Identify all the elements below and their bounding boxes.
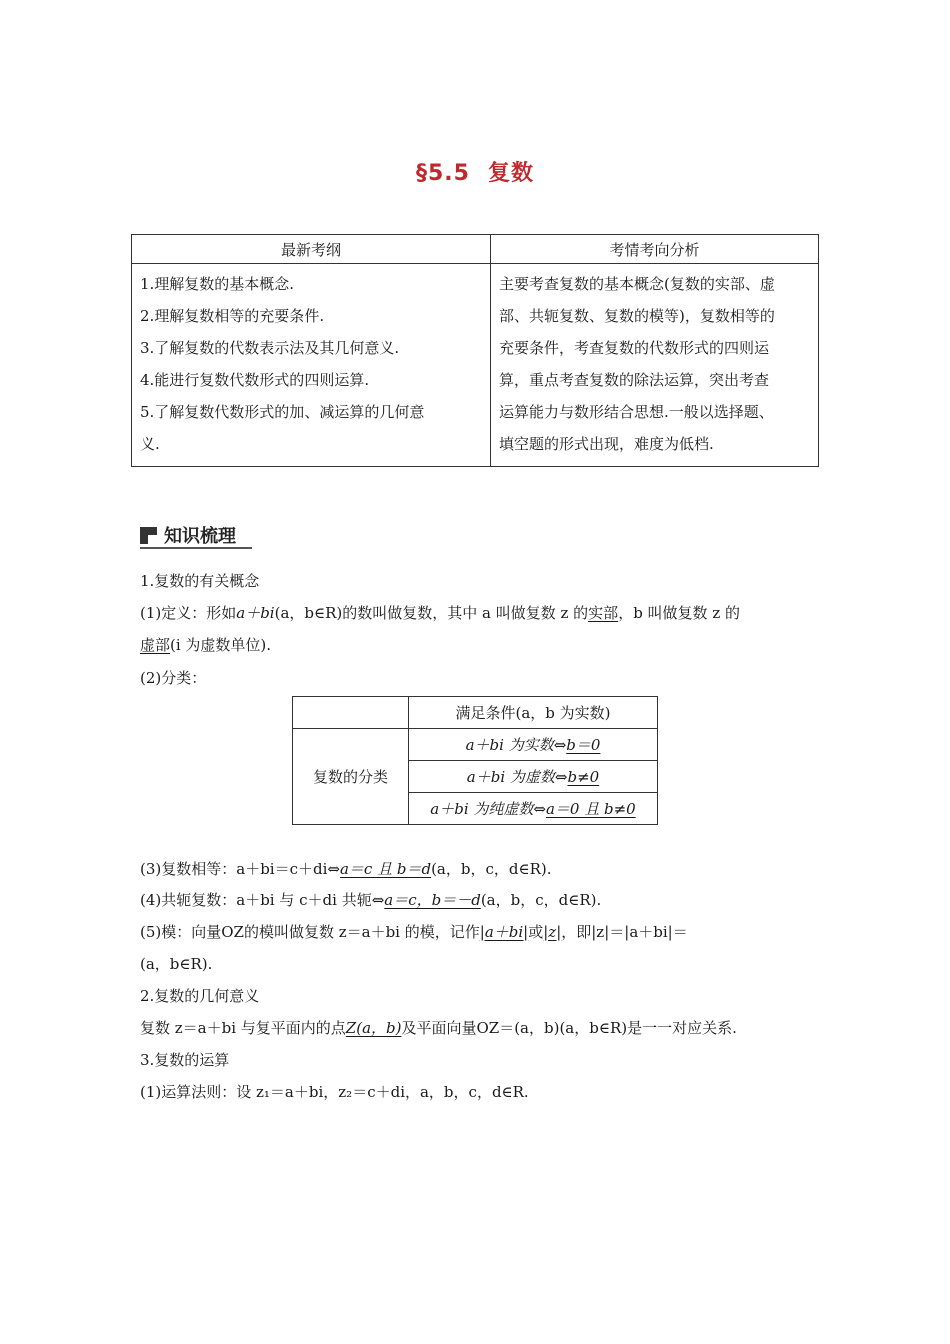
outline-right-line: 算，重点考查复数的除法运算，突出考查 (499, 371, 770, 389)
definition-formula: a＋bi (236, 604, 275, 622)
classify-row-label: 复数的分类 (293, 729, 409, 825)
answer-modulus-1: |a＋bi| (479, 923, 529, 941)
outline-left-line: 5.了解复数代数形式的加、减运算的几何意 (140, 403, 425, 421)
section-heading (140, 522, 236, 548)
geometry-text: 复数 z＝a＋bi 与复平面内的点 (140, 1019, 346, 1037)
classify-row-text: a＋bi 为实数⇔ (465, 736, 567, 754)
classify-row-condition: a＝0 且 b≠0 (545, 800, 636, 818)
definition-text: (a，b∈R)的数叫做复数，其中 a 叫做复数 z 的 (274, 604, 589, 622)
outline-table (131, 234, 819, 467)
operation-rule-line: (1)运算法则：设 z₁＝a＋bi，z₂＝c＋di，a，b，c，d∈R. (140, 1083, 529, 1101)
answer-imag-part: 虚部 (140, 636, 171, 654)
classify-header: 满足条件(a，b 为实数) (409, 697, 658, 729)
modulus-text: 或 (528, 923, 544, 941)
outline-right-cell (491, 264, 819, 467)
section-heading-text: 知识梳理 (164, 526, 236, 547)
definition-text: (1)定义：形如 (140, 604, 237, 622)
classify-row-condition: b＝0 (566, 736, 601, 754)
classify-row-text: a＋bi 为虚数⇔ (466, 768, 568, 786)
modulus-text: ，即|z|＝|a＋bi|＝ (561, 923, 688, 941)
equality-text: (3)复数相等：a＋bi＝c＋di⇔ (140, 860, 340, 878)
modulus-line-2: (a，b∈R). (140, 955, 213, 973)
outline-right-line: 充要条件，考查复数的代数形式的四则运 (499, 339, 770, 357)
outline-right-line: 运算能力与数形结合思想.一般以选择题、 (499, 403, 774, 421)
classification-label: (2)分类： (140, 669, 207, 687)
section-number: §5.5 (416, 161, 470, 186)
classify-row (409, 729, 658, 761)
conjugate-text: (4)共轭复数：a＋bi 与 c＋di 共轭⇔ (140, 891, 385, 909)
classify-row-condition: b≠0 (567, 768, 600, 786)
answer-real-part: 实部 (588, 604, 619, 622)
classify-empty-cell (293, 697, 409, 729)
modulus-text: (5)模：向量OZ的模叫做复数 z＝a＋bi 的模，记作 (140, 923, 480, 941)
definition-line (140, 603, 820, 623)
page-title (0, 156, 950, 187)
outline-right-line: 主要考查复数的基本概念(复数的实部、虚 (499, 275, 775, 293)
answer-conjugate: a＝c，b＝－d (384, 891, 481, 909)
classify-row (409, 793, 658, 825)
section-underline (140, 547, 252, 549)
classification-table (292, 696, 658, 825)
heading-concepts: 1.复数的有关概念 (140, 572, 260, 590)
outline-header-left: 最新考纲 (132, 235, 491, 264)
conjugate-line (140, 890, 820, 910)
classify-row (409, 761, 658, 793)
outline-left-line: 义. (140, 435, 160, 453)
outline-left-line: 3.了解复数的代数表示法及其几何意义. (140, 339, 400, 357)
conjugate-text: (a，b，c，d∈R). (480, 891, 602, 909)
equality-line (140, 859, 820, 879)
equality-text: (a，b，c，d∈R). (431, 860, 552, 878)
outline-left-line: 1.理解复数的基本概念. (140, 275, 295, 293)
answer-modulus-2: |z| (543, 923, 562, 941)
definition-text: ，b 叫做复数 z 的 (618, 604, 740, 622)
geometry-line (140, 1018, 820, 1038)
modulus-line (140, 922, 820, 942)
geometry-text: 及平面向量OZ＝(a，b)(a，b∈R)是一一对应关系. (401, 1019, 737, 1037)
classify-row-text: a＋bi 为纯虚数⇔ (430, 800, 546, 818)
definition-text: (i 为虚数单位). (170, 636, 272, 654)
outline-left-cell (132, 264, 491, 467)
outline-left-line: 2.理解复数相等的充要条件. (140, 307, 325, 325)
outline-right-line: 填空题的形式出现，难度为低档. (499, 435, 714, 453)
answer-point: Z(a，b) (345, 1019, 402, 1037)
section-name: 复数 (487, 161, 534, 186)
definition-line-2 (140, 635, 820, 655)
outline-header-right: 考情考向分析 (491, 235, 819, 264)
section-marker-icon (140, 527, 157, 544)
outline-right-line: 部、共轭复数、复数的模等)，复数相等的 (499, 307, 775, 325)
outline-left-line: 4.能进行复数代数形式的四则运算. (140, 371, 370, 389)
heading-operations: 3.复数的运算 (140, 1051, 230, 1069)
answer-equality: a＝c 且 b＝d (339, 860, 432, 878)
heading-geometry: 2.复数的几何意义 (140, 987, 260, 1005)
